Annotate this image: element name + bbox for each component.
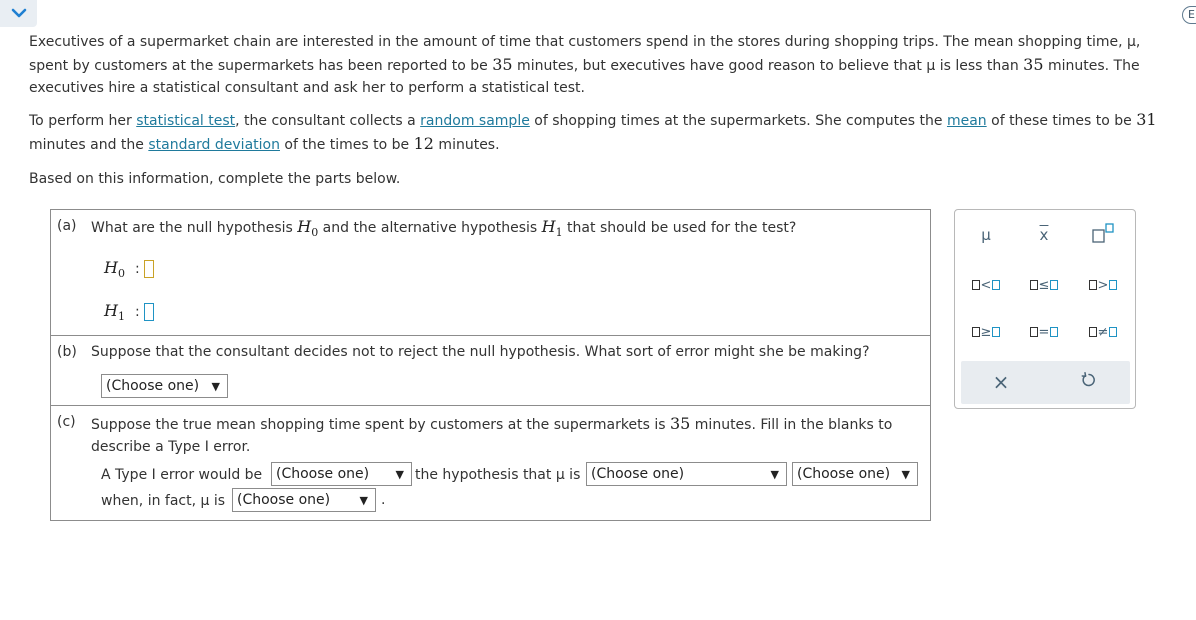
intro-text: executives hire a statistical consultant and ask her to perform a statistical test.	[29, 80, 585, 96]
sample-sd-value: 12	[413, 133, 434, 153]
part-b	[51, 335, 930, 405]
h1-label: $H_1$	[104, 301, 125, 323]
palette-actions	[961, 361, 1130, 404]
chevron-down-icon	[11, 6, 27, 22]
question-text: describe a Type I error.	[91, 439, 251, 455]
h0-symbol: $H_0$	[297, 217, 319, 239]
question-text: Suppose the true mean shopping time spent by customers at the supermarkets is	[91, 417, 670, 433]
chevron-down-icon: ▼	[211, 379, 220, 393]
random-sample-link[interactable]: random sample	[420, 113, 530, 129]
part-c	[51, 405, 930, 521]
select-value: (Choose one)	[106, 378, 200, 394]
intro-text: minutes and the	[29, 136, 149, 153]
sentence-period: .	[381, 492, 386, 508]
chevron-down-icon: ▼	[395, 467, 404, 481]
intro-text: minutes, but executives have good reason to believe that μ is less than	[512, 57, 1024, 74]
sample-mean-value: 31	[1136, 110, 1157, 129]
intro-text: To perform her	[29, 113, 137, 129]
less-equal-button[interactable]	[1022, 273, 1066, 297]
part-c-question	[91, 413, 892, 458]
true-mean-value: 35	[669, 414, 691, 433]
superscript-button[interactable]	[1081, 223, 1125, 247]
statistical-test-link[interactable]: statistical test	[136, 113, 236, 129]
question-text: What are the null hypothesis	[91, 220, 298, 236]
chevron-down-icon: ▼	[770, 467, 779, 481]
intro-paragraph-2	[29, 109, 1159, 156]
intro-text: spent by customers at the supermarkets has been reported to be	[29, 57, 493, 74]
less-equal-symbol: ≤	[1038, 277, 1050, 293]
less-than-button[interactable]	[964, 273, 1008, 297]
equal-button[interactable]	[1022, 320, 1066, 344]
part-a-question	[91, 217, 796, 239]
standard-deviation-link[interactable]: standard deviation	[148, 136, 280, 153]
superscript-icon	[1090, 222, 1116, 248]
hypothesis-relation-select[interactable]	[586, 462, 787, 486]
intro-text: , the consultant collects a	[235, 113, 421, 129]
h1-symbol: $H_1$	[541, 217, 563, 239]
intro-text: of these times to be	[986, 113, 1137, 129]
greater-than-symbol: >	[1097, 277, 1109, 293]
reported-mean-value: 35	[492, 54, 513, 74]
not-equal-symbol: ≠	[1097, 324, 1109, 340]
collapse-tab[interactable]	[0, 0, 37, 27]
colon: :	[134, 304, 140, 320]
null-hypothesis-input[interactable]	[144, 260, 154, 278]
select-value: (Choose one)	[591, 466, 685, 482]
hypothesis-text: the hypothesis that μ is	[415, 467, 581, 483]
less-than-symbol: <	[980, 277, 992, 293]
question-text: that should be used for the test?	[562, 220, 797, 236]
part-b-question: Suppose that the consultant decides not to reject the null hypothesis. What sort of error might she be making?	[91, 344, 870, 360]
null-hypothesis-row	[104, 257, 154, 281]
alternative-hypothesis-row	[104, 300, 154, 324]
intro-paragraph-1	[29, 31, 1159, 100]
hypothesis-value-select[interactable]	[792, 462, 918, 486]
reset-button[interactable]	[1067, 370, 1111, 394]
error-type-select[interactable]	[101, 374, 228, 398]
x-bar-symbol: $\overline{x}$	[1039, 226, 1049, 244]
select-value: (Choose one)	[797, 466, 891, 482]
alternative-hypothesis-input[interactable]	[144, 303, 154, 321]
when-in-fact-text: when, in fact, μ is	[101, 493, 226, 509]
question-parts	[50, 209, 931, 521]
type-i-sentence-start: A Type I error would be	[101, 467, 263, 483]
intro-paragraph-3: Based on this information, complete the parts below.	[29, 171, 401, 187]
greater-equal-symbol: ≥	[980, 324, 992, 340]
greater-than-button[interactable]	[1081, 273, 1125, 297]
reject-action-select[interactable]	[271, 462, 412, 486]
intro-text: of the times to be	[279, 136, 414, 153]
reported-mean-value: 35	[1023, 54, 1044, 74]
part-a	[51, 210, 930, 335]
question-text: and the alternative hypothesis	[318, 220, 542, 236]
mu-button[interactable]	[964, 223, 1008, 247]
select-value: (Choose one)	[276, 466, 370, 482]
greater-equal-button[interactable]	[964, 320, 1008, 344]
chevron-down-icon: ▼	[359, 493, 368, 507]
intro-text: minutes.	[433, 136, 500, 153]
not-equal-button[interactable]	[1081, 320, 1125, 344]
undo-icon	[1081, 372, 1097, 392]
intro-text: of shopping times at the supermarkets. She computes the	[529, 113, 947, 129]
intro-text: Executives of a supermarket chain are interested in the amount of time that customers spend in the stores during shopping trips. The mean shopping time, μ,	[29, 34, 1141, 50]
mean-link[interactable]: mean	[946, 113, 987, 129]
h0-label: $H_0$	[104, 258, 125, 280]
select-value: (Choose one)	[237, 492, 331, 508]
intro-text: minutes. The	[1043, 57, 1140, 74]
question-text: minutes. Fill in the blanks to	[690, 417, 893, 433]
mu-symbol: μ	[981, 226, 991, 244]
clear-button[interactable]	[979, 370, 1023, 394]
corner-badge[interactable]: E	[1182, 6, 1196, 24]
part-b-label: (b)	[57, 344, 77, 360]
colon: :	[134, 261, 140, 277]
chevron-down-icon: ▼	[901, 467, 910, 481]
part-c-label: (c)	[57, 414, 76, 430]
true-relation-select[interactable]	[232, 488, 376, 512]
x-bar-button[interactable]	[1022, 223, 1066, 247]
close-icon: ×	[992, 370, 1010, 394]
part-a-label: (a)	[57, 218, 77, 234]
math-palette	[954, 209, 1136, 409]
equal-symbol: =	[1038, 324, 1050, 340]
